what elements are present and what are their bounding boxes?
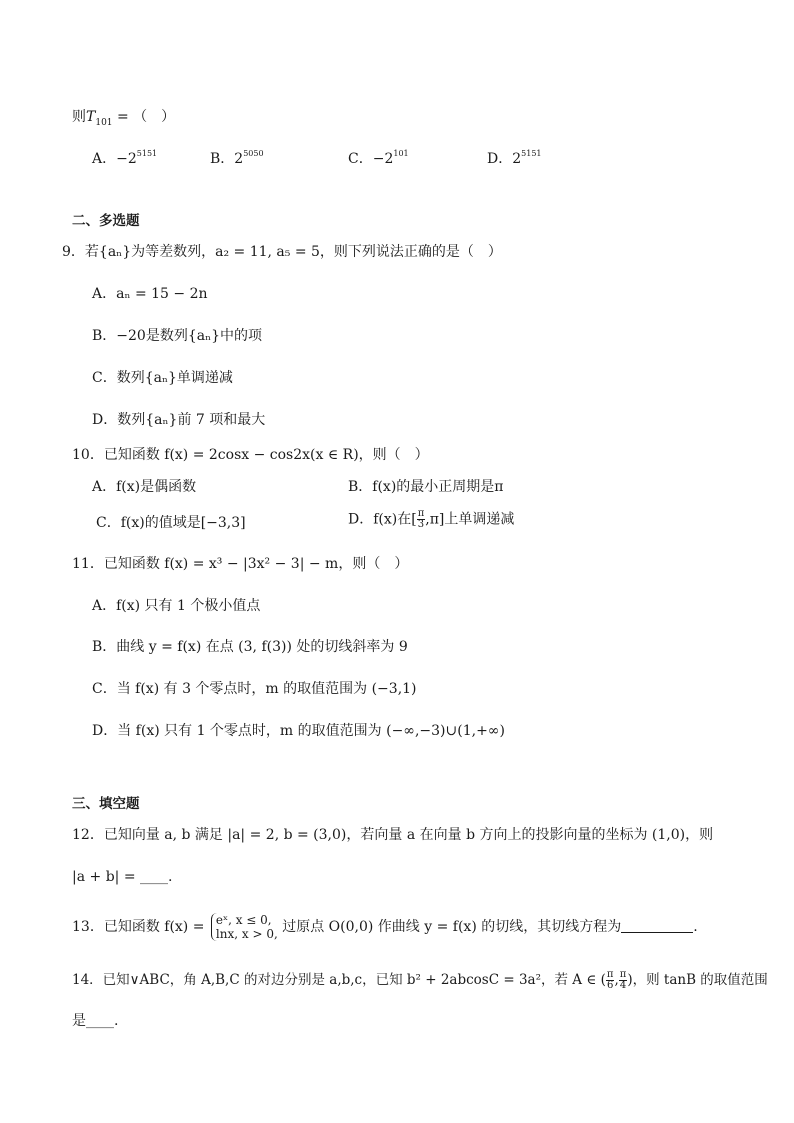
fraction-denominator: 4 xyxy=(619,980,627,991)
q13-stem xyxy=(72,912,698,942)
q13-end: . xyxy=(693,919,698,935)
option-exponent: 101 xyxy=(393,149,409,158)
option-exponent: 5050 xyxy=(243,149,264,158)
piecewise-brace xyxy=(211,913,278,941)
option-exponent: 5151 xyxy=(136,149,158,158)
q9-option-d[interactable]: D．数列{aₙ}前 7 项和最大 xyxy=(92,412,266,428)
option-label: A． xyxy=(92,151,117,167)
option-label: C． xyxy=(348,151,373,167)
q9-option-b[interactable]: B．−20是数列{aₙ}中的项 xyxy=(92,328,263,344)
q12-stem-line2: |a + b| = ____. xyxy=(72,869,173,885)
fraction xyxy=(417,509,426,530)
q10-option-b[interactable]: B．f(x)的最小正周期是π xyxy=(348,479,504,495)
fraction xyxy=(606,970,615,991)
q8-option-d[interactable] xyxy=(487,145,542,168)
q10-option-c[interactable]: C．f(x)的值域是[−3,3] xyxy=(96,515,246,531)
option-base: −2 xyxy=(116,151,137,167)
q9-option-a[interactable]: A．aₙ = 15 − 2n xyxy=(92,286,208,302)
q10-stem: 10．已知函数 f(x) = 2cosx − cos2x(x ∈ R)，则（ ） xyxy=(72,447,429,463)
q11-option-d[interactable]: D．当 f(x) 只有 1 个零点时，m 的取值范围为 (−∞,−3)∪(1,+∞) xyxy=(92,723,505,739)
option-label: B． xyxy=(210,151,235,167)
piecewise-case-2: lnx, x > 0, xyxy=(215,927,278,941)
q9-stem: 9．若{aₙ}为等差数列，a₂ = 11, a₅ = 5，则下列说法正确的是（ ） xyxy=(62,244,502,260)
q11-option-b[interactable]: B．曲线 y = f(x) 在点 (3, f(3)) 处的切线斜率为 9 xyxy=(92,639,408,655)
option-text: ,π]上单调递减 xyxy=(425,511,515,528)
q8-option-b[interactable] xyxy=(210,145,264,168)
q13-text: 13．已知函数 f(x) = xyxy=(72,919,209,935)
option-text: D．f(x)在[ xyxy=(348,511,417,528)
answer-blank[interactable] xyxy=(621,918,693,933)
q14-stem-line1: 14．已知∨ABC，角 A,B,C 的对边分别是 a,b,c，已知 b² + 2abcosC = 3a²，若 A ∈ ( $\frac{\pi}{6}$ , $\frac{\pi}{4}$ )，则 tanB 的取值范围 xyxy=(72,969,768,991)
q9-option-c[interactable]: C．数列{aₙ}单调递减 xyxy=(92,370,233,386)
q8-suffix: = （ ） xyxy=(112,109,176,125)
q11-stem: 11．已知函数 f(x) = x³ − |3x² − 3| − m，则（ ） xyxy=(72,556,409,572)
fraction-numerator: π xyxy=(417,508,425,519)
option-exponent: 5151 xyxy=(521,149,542,158)
q14-text: 14．已知∨ABC，角 A,B,C 的对边分别是 a,b,c，已知 b² + 2abcosC = 3a²，若 A ∈ ( xyxy=(72,972,606,988)
q8-option-a[interactable] xyxy=(92,145,157,168)
q8-prefix: 则 xyxy=(72,109,86,125)
section-title-multiple-choice: 二、多选题 xyxy=(72,213,140,229)
piecewise-case-1: eˣ, x ≤ 0, xyxy=(215,913,272,927)
fraction-numerator: π xyxy=(606,969,614,980)
q11-option-c[interactable]: C．当 f(x) 有 3 个零点时，m 的取值范围为 (−3,1) xyxy=(92,681,417,697)
q10-option-d[interactable] xyxy=(348,509,514,530)
q8-sub: 101 xyxy=(95,118,113,128)
section-title-fill-in: 三、填空题 xyxy=(72,796,140,812)
q8-var: T xyxy=(86,109,96,125)
q8-option-c[interactable] xyxy=(348,145,409,168)
q10-option-a[interactable]: A．f(x)是偶函数 xyxy=(92,479,197,495)
q13-text: 过原点 O(0,0) 作曲线 y = f(x) 的切线，其切线方程为 xyxy=(277,919,622,935)
option-base: 2 xyxy=(512,151,522,167)
fraction-numerator: π xyxy=(619,969,627,980)
q14-stem-line2: 是____. xyxy=(72,1013,119,1029)
option-label: D． xyxy=(487,151,513,167)
q14-text: )，则 tanB 的取值范围 xyxy=(627,972,768,988)
q8-stem-tail xyxy=(72,108,175,132)
option-base: −2 xyxy=(372,151,394,167)
fraction-denominator: 6 xyxy=(606,980,614,991)
q11-option-a[interactable]: A．f(x) 只有 1 个极小值点 xyxy=(92,598,261,614)
fraction-denominator: 3 xyxy=(417,519,425,530)
q12-stem-line1: 12．已知向量 a, b 满足 |a| = 2, b = (3,0)，若向量 a 在向量 b 方向上的投影向量的坐标为 (1,0)，则 xyxy=(72,827,714,843)
option-base: 2 xyxy=(234,151,244,167)
